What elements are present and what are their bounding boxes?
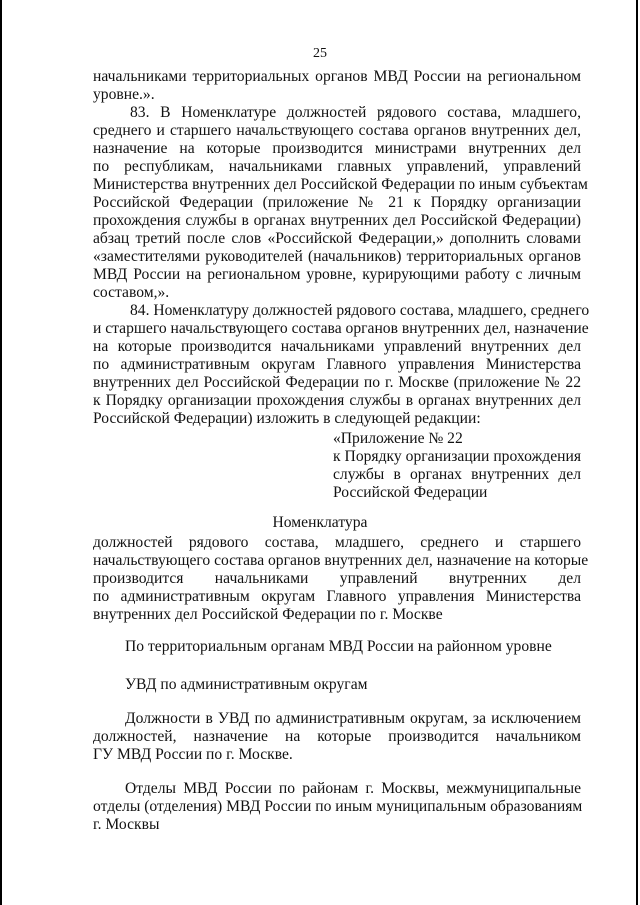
appendix-reference [333, 430, 581, 502]
body-line: назначение на которые производится министрами внутренних дел [93, 140, 581, 157]
appendix-line: службы в органах внутренних дел [333, 466, 581, 483]
body-line: на которые производится начальниками управлений внутренних дел [93, 338, 581, 355]
body-line: среднего и старшего начальствующего состава органов внутренних дел, [93, 122, 581, 139]
body-line: уровне.». [93, 86, 155, 103]
nomenclature-line: должностей рядового состава, младшего, среднего и старшего [93, 534, 581, 551]
nomenclature-line: производится начальниками управлений внутренних дел [93, 570, 581, 587]
nomenclature-line: по административным округам Главного управления Министерства [93, 588, 581, 605]
body-line: по республикам, начальниками главных управлений, управлений [93, 158, 581, 175]
paragraph-line: Отделы МВД России по районам г. Москвы, межмуниципальные [125, 780, 581, 797]
body-line: внутренних дел Российской Федерации по г. Москве (приложение № 22 [93, 374, 581, 391]
paragraph-line: г. Москвы [93, 816, 160, 833]
body-line: Российской Федерации (приложение № 21 к Порядку организации [93, 194, 581, 211]
appendix-line: «Приложение № 22 [333, 430, 463, 447]
body-line: начальниками территориальных органов МВД России на региональном [93, 68, 581, 85]
body-line: МВД России на региональном уровне, курирующими работу с личным [93, 266, 581, 283]
nomenclature-line: начальствующего состава органов внутренних дел, назначение на которые [93, 552, 589, 569]
body-line: Российской Федерации) изложить в следующей редакции: [93, 410, 481, 427]
body-line: по административным округам Главного управления Министерства [93, 356, 581, 373]
subsection-heading: УВД по административным округам [125, 676, 368, 693]
body-line: «заместителями руководителей (начальников) территориальных органов [93, 248, 581, 265]
paragraph-line: должностей, назначение на которые производится начальником [93, 728, 581, 745]
body-line: к Порядку организации прохождения службы в органах внутренних дел [93, 392, 581, 409]
page-left-edge [0, 0, 2, 905]
appendix-line: Российской Федерации [333, 484, 488, 501]
page-number: 25 [313, 46, 327, 61]
body-line: и старшего начальствующего состава органов внутренних дел, назначение [93, 320, 589, 337]
paragraph-line: ГУ МВД России по г. Москве. [93, 746, 293, 763]
section-heading: По территориальным органам МВД России на районном уровне [125, 638, 552, 655]
nomenclature-line: внутренних дел Российской Федерации по г. Москве [93, 606, 443, 623]
body-line: прохождения службы в органах внутренних дел Российской Федерации) [93, 212, 581, 229]
paragraph-line: Должности в УВД по административным округам, за исключением [125, 710, 581, 727]
nomenclature-title: Номенклатура [272, 514, 368, 531]
page-right-edge [636, 0, 638, 905]
body-line: составом,». [93, 284, 170, 301]
paragraph-line: отделы (отделения) МВД России по иным муниципальным образованиям [93, 798, 583, 815]
body-line: Министерства внутренних дел Российской Федерации по иным субъектам [93, 176, 588, 193]
appendix-line: к Порядку организации прохождения [333, 448, 581, 465]
body-line: 83. В Номенклатуре должностей рядового состава, младшего, [130, 104, 581, 121]
body-line: абзац третий после слов «Российской Федерации,» дополнить словами [93, 230, 581, 247]
body-line: 84. Номенклатуру должностей рядового состава, младшего, среднего [130, 302, 590, 319]
